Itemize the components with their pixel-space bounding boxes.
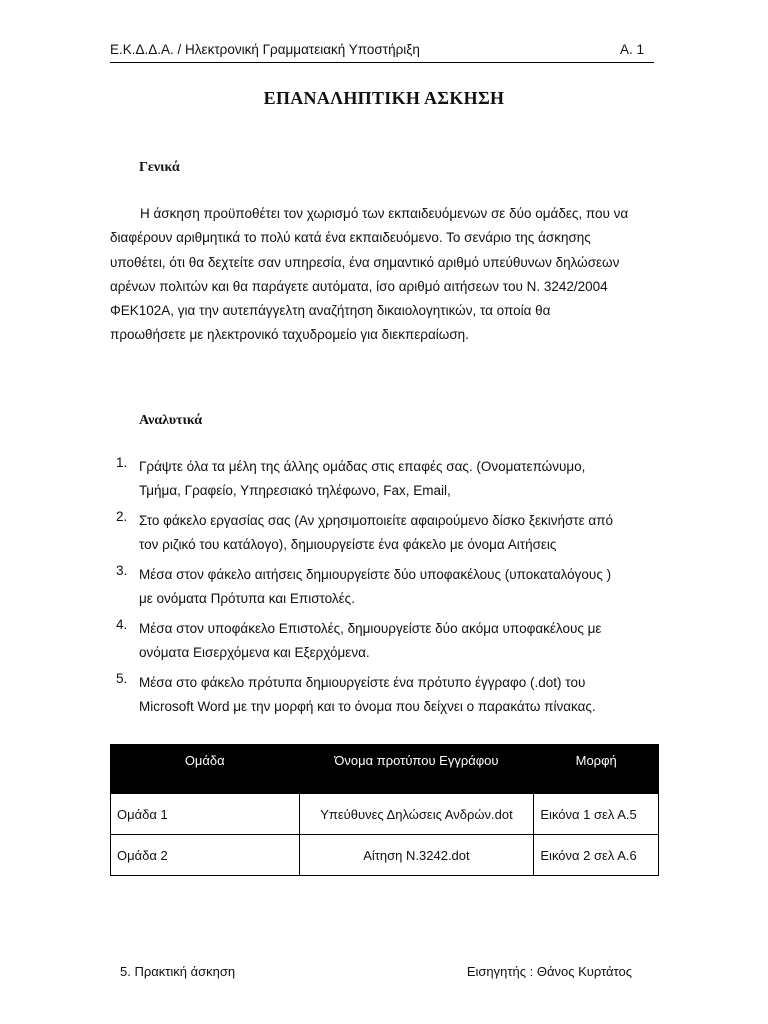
column-header-format: Μορφή — [534, 745, 659, 794]
paragraph-line: προωθήσετε με ηλεκτρονικό ταχυδρομείο για διεκπεραίωση. — [110, 327, 469, 343]
table-cell-template-name: Υπεύθυνες Δηλώσεις Ανδρών.dot — [299, 794, 534, 835]
page-header — [110, 42, 654, 63]
section-heading-general: Γενικά — [139, 160, 180, 175]
table-cell-format: Εικόνα 2 σελ Α.6 — [534, 835, 659, 876]
list-item-line: τον ριζικό του κατάλογο), δημιουργείστε ένα φάκελο με όνομα Αιτήσεις — [139, 537, 557, 552]
document-title: ΕΠΑΝΑΛΗΠΤΙΚΗ ΑΣΚΗΣΗ — [263, 88, 505, 108]
paragraph-line: υποθέτει, ότι θα δεχτείτε σαν υπηρεσία, ένα σημαντικό αριθμό υπεύθυνων δηλώσεων — [110, 254, 620, 270]
table-header-row — [111, 745, 659, 794]
general-paragraph — [110, 202, 658, 348]
paragraph-line: Η άσκηση προϋποθέτει τον χωρισμό των εκπαιδευόμενων σε δύο ομάδες, που να — [140, 206, 629, 221]
column-header-group: Ομάδα — [111, 745, 300, 794]
list-item-line: Γράψτε όλα τα μέλη της άλλης ομάδας στις επαφές σας. (Ονοματεπώνυμο, — [139, 459, 586, 474]
list-item — [110, 509, 670, 557]
section-heading-analytical: Αναλυτικά — [139, 413, 203, 428]
list-item — [110, 617, 670, 665]
page-number: Α. 1 — [619, 42, 644, 57]
table-cell-format: Εικόνα 1 σελ Α.5 — [534, 794, 659, 835]
templates-table — [110, 744, 659, 876]
list-item-line: Τμήμα, Γραφείο, Υπηρεσιακό τηλέφωνο, Fax, Email, — [139, 483, 451, 498]
table-cell-template-name: Αίτηση Ν.3242.dot — [299, 835, 534, 876]
footer-right-text: Εισηγητής : Θάνος Κυρτάτος — [466, 964, 632, 979]
list-item — [110, 671, 670, 719]
list-item-line: με ονόματα Πρότυπα και Επιστολές. — [139, 591, 355, 606]
steps-list — [110, 455, 670, 725]
paragraph-line: διαφέρουν αριθμητικά το πολύ κατά ένα εκπαιδευόμενο. Το σενάριο της άσκησης — [110, 230, 591, 246]
paragraph-line: αρένων πολιτών και θα παράγετε αυτόματα, ίσο αριθμό αιτήσεων του Ν. 3242/2004 — [110, 278, 608, 294]
table-row — [111, 835, 659, 876]
list-item-line: Στο φάκελο εργασίας σας (Αν χρησιμοποιείτε αφαιρούμενο δίσκο ξεκινήστε από — [139, 513, 614, 528]
column-header-template-name: Όνομα προτύπου Εγγράφου — [299, 745, 534, 794]
footer-left-text: 5. Πρακτική άσκηση — [120, 964, 236, 979]
list-item-line: Μέσα στον φάκελο αιτήσεις δημιουργείστε δύο υποφακέλους (υποκαταλόγους ) — [139, 567, 612, 582]
list-item-number: 3. — [116, 563, 128, 578]
header-left-text: Ε.Κ.Δ.Δ.Α. / Ηλεκτρονική Γραμματειακή Υποστήριξη — [110, 42, 420, 57]
list-item-number: 5. — [116, 671, 128, 686]
paragraph-line: ΦΕΚ102Α, για την αυτεπάγγελτη αναζήτηση δικαιολογητικών, τα οποία θα — [110, 303, 551, 319]
table-cell-group: Ομάδα 2 — [111, 835, 300, 876]
list-item — [110, 563, 670, 611]
list-item-line: Μέσα στο φάκελο πρότυπα δημιουργείστε ένα πρότυπο έγγραφο (.dot) του — [139, 675, 586, 690]
list-item-line: ονόματα Εισερχόμενα και Εξερχόμενα. — [139, 645, 370, 660]
list-item-number: 4. — [116, 617, 128, 632]
list-item-line: Μέσα στον υποφάκελο Επιστολές, δημιουργείστε δύο ακόμα υποφακέλους με — [139, 621, 602, 636]
list-item-number: 1. — [116, 455, 128, 470]
page-footer — [120, 964, 632, 979]
list-item-line: Microsoft Word με την μορφή και το όνομα που δείχνει ο παρακάτω πίνακας. — [139, 699, 596, 714]
table-cell-group: Ομάδα 1 — [111, 794, 300, 835]
list-item-number: 2. — [116, 509, 128, 524]
table-row — [111, 794, 659, 835]
list-item — [110, 455, 670, 503]
